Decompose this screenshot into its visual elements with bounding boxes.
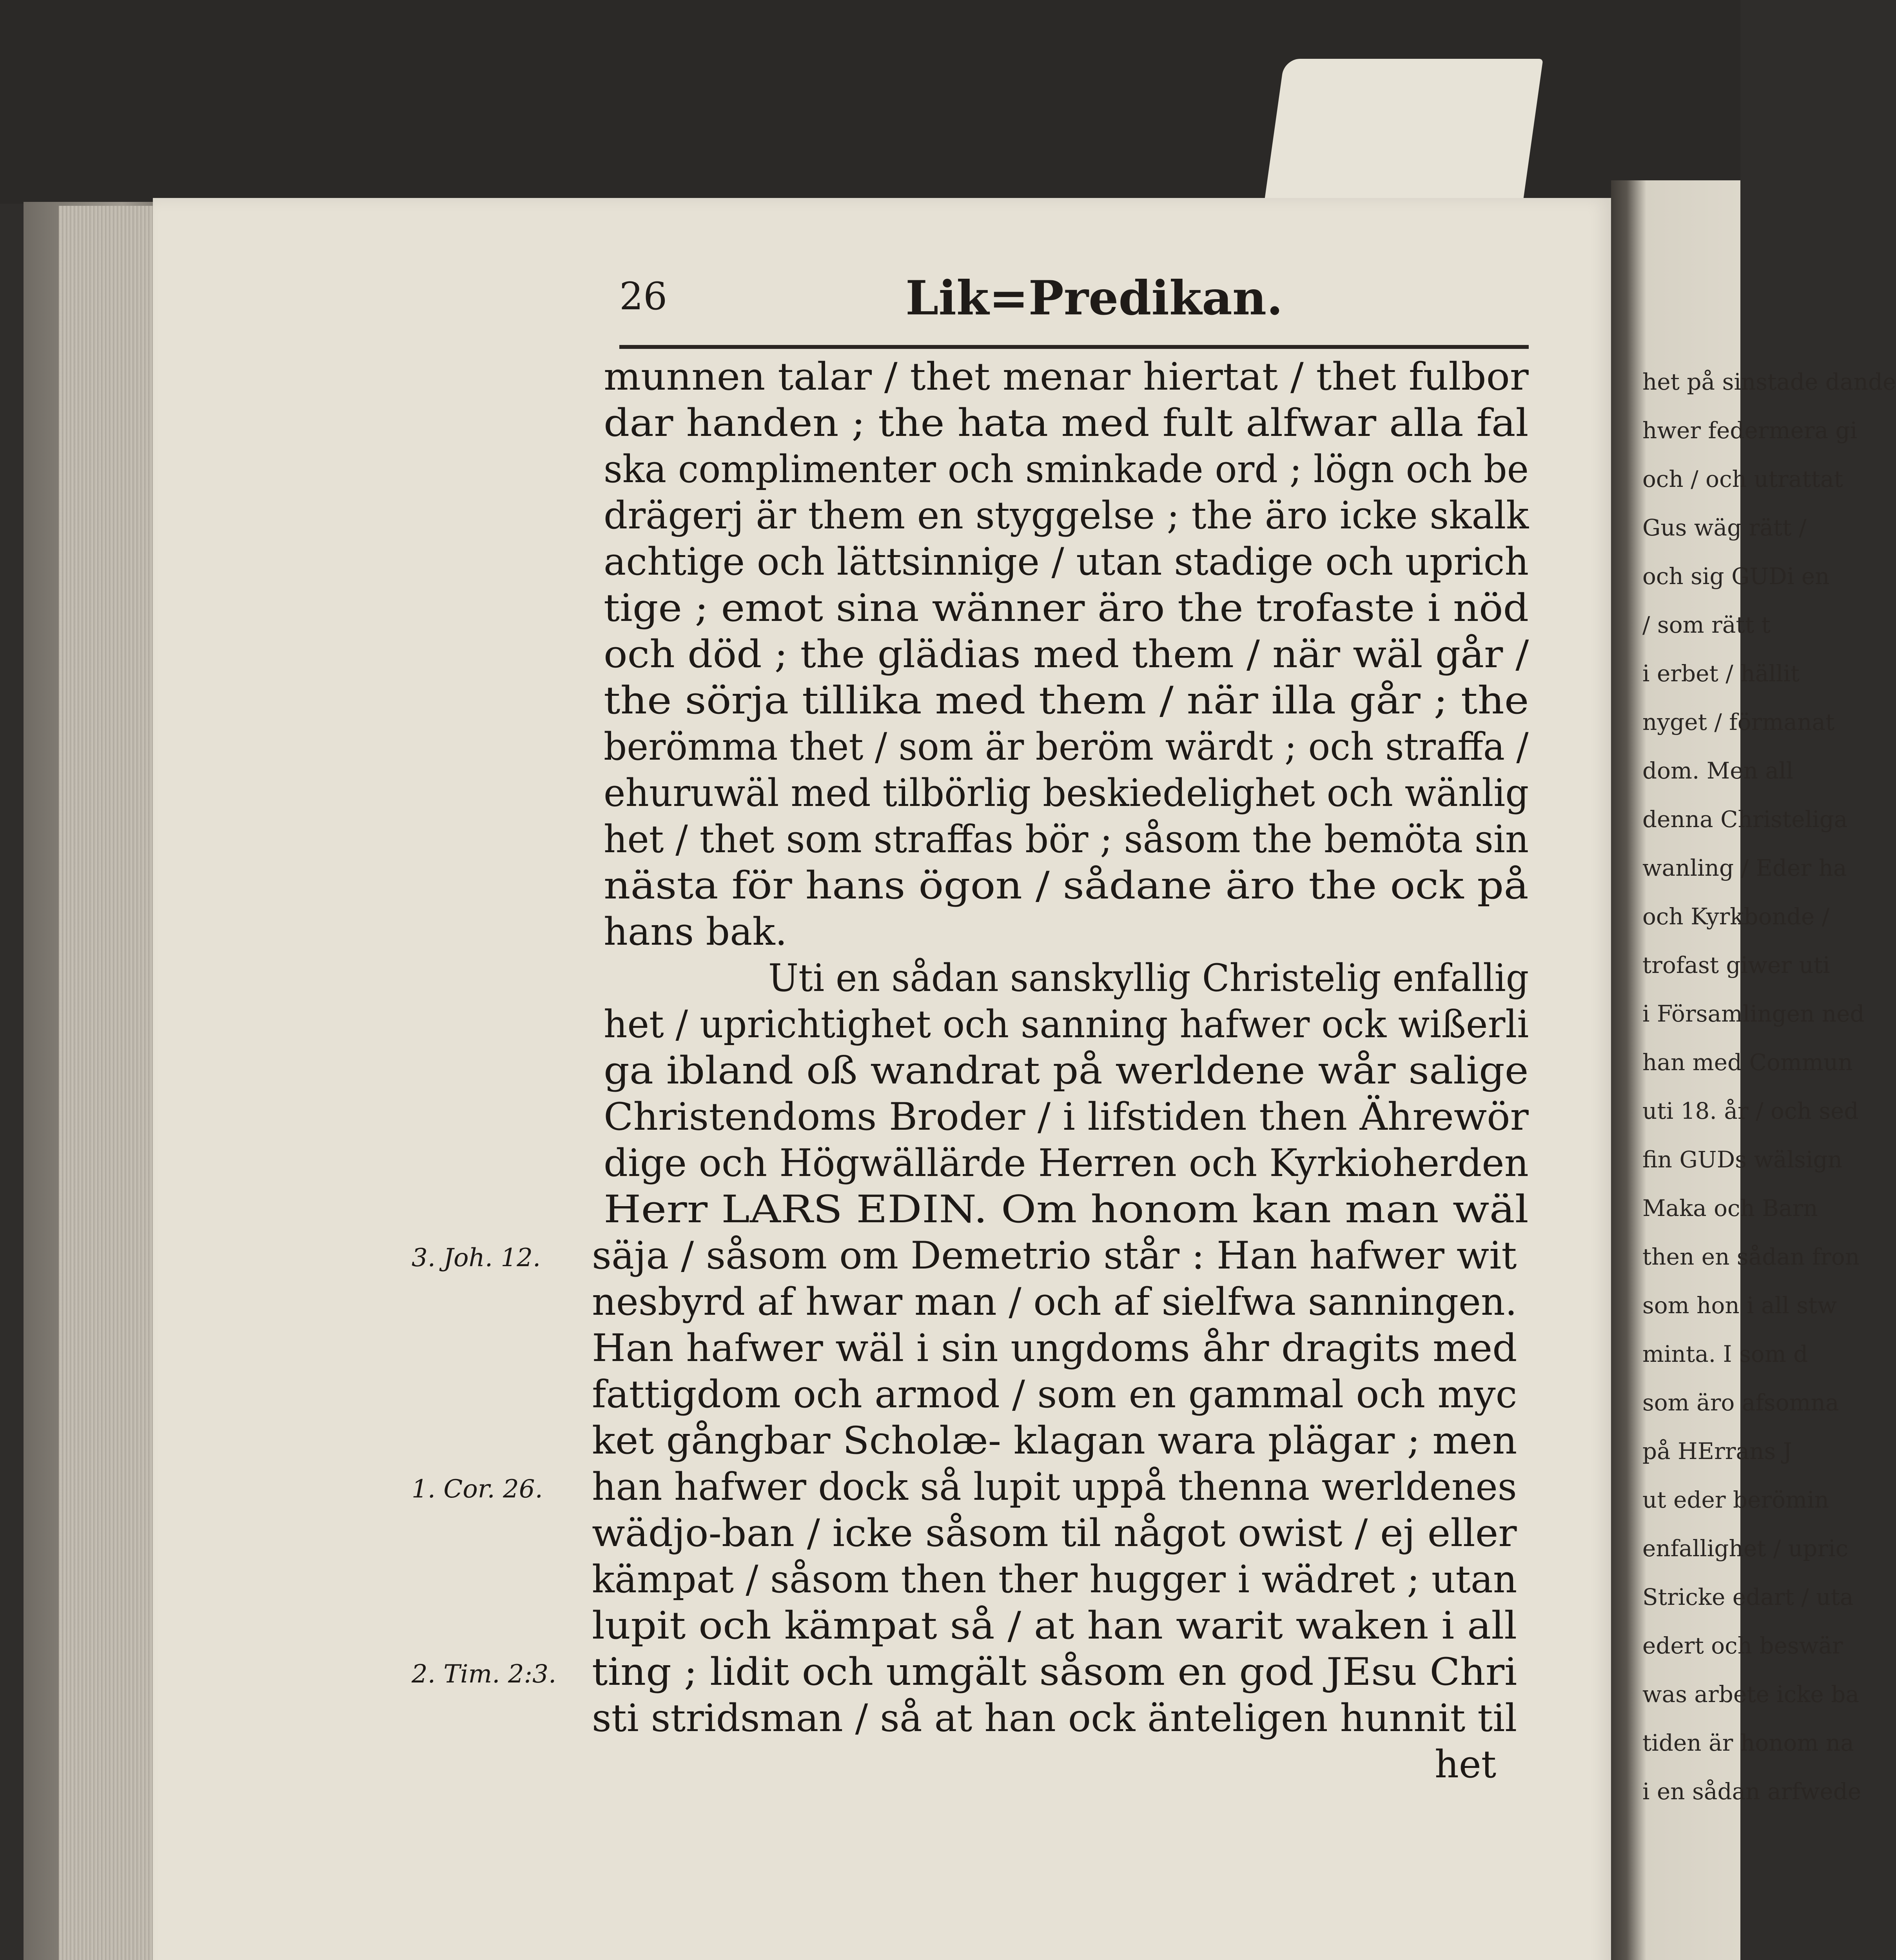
facing-page-line: was arbete icke ba — [1642, 1681, 1859, 1708]
text-line: lupit och kämpat så / at han warit waken i all — [592, 1604, 1517, 1648]
text-line: berömma thet / som är beröm wärdt ; och straffa / — [604, 725, 1529, 769]
facing-page-line: fin GUDs wälsign — [1642, 1146, 1842, 1173]
facing-page-line: then en sådan fron — [1642, 1243, 1860, 1270]
facing-page — [1611, 180, 1896, 1960]
text-line: munnen talar / thet menar hiertat / thet fulbor — [604, 355, 1529, 399]
header-rule — [619, 345, 1529, 349]
facing-page-line: trofast giwer uti — [1642, 952, 1830, 978]
text-line: sti stridsman / så at han ock änteligen hunnit til — [592, 1696, 1517, 1740]
text-line: wädjo-ban / icke såsom til något owist / ej eller — [592, 1511, 1517, 1555]
text-line: het / uprichtighet och sanning hafwer ock wißerli — [604, 1002, 1529, 1046]
text-line: het / thet som straffas bör ; såsom the bemöta sin — [604, 817, 1529, 861]
facing-page-line: wanling / Eder ha — [1642, 855, 1847, 881]
text-line: nästa för hans ögon / sådane äro the ock på — [604, 864, 1529, 907]
facing-page-line: i Församlingen ned — [1642, 1000, 1865, 1027]
facing-page-line: och / och utrattat — [1642, 466, 1843, 492]
page-header — [619, 270, 1537, 329]
facing-page-line: Stricke edart / uta — [1642, 1584, 1854, 1610]
page-stack — [59, 206, 165, 1960]
facing-page-line: hwer federmera gi — [1642, 417, 1858, 444]
facing-page-line: dom. Men all — [1642, 757, 1794, 784]
text-line: Christendoms Broder / i lifstiden then Ährewör — [604, 1095, 1529, 1139]
facing-page-line: som äro afsomna — [1642, 1389, 1839, 1416]
facing-page-line: enfallighet / upric — [1642, 1535, 1849, 1562]
text-line: the sörja tillika med them / när illa går ; the — [604, 679, 1529, 722]
text-line: het — [1435, 1742, 1497, 1786]
text-line: hans bak. — [604, 910, 787, 954]
facing-page-line: ut eder berömin — [1642, 1486, 1829, 1513]
text-line: ehuruwäl med tilbörlig beskiedelighet och wänlig — [604, 771, 1529, 815]
text-line: fattigdom och armod / som en gammal och myc — [592, 1372, 1517, 1416]
facing-page-line: tiden är honom na — [1642, 1730, 1854, 1756]
facing-page-line: / som rätt t — [1642, 612, 1771, 638]
text-line: dige och Högwällärde Herren och Kyrkioherden — [604, 1141, 1529, 1185]
text-line: achtige och lättsinnige / utan stadige och uprich — [604, 540, 1529, 584]
text-line: kämpat / såsom then ther hugger i wädret ; utan — [592, 1557, 1517, 1601]
text-line: nesbyrd af hwar man / och af sielfwa sanningen. — [592, 1280, 1517, 1324]
facing-page-line: nyget / förmanat — [1642, 709, 1835, 735]
facing-page-line: som hon i all stw — [1642, 1292, 1837, 1319]
text-line: dar handen ; the hata med fult alfwar alla fal — [604, 401, 1529, 445]
text-line: Herr LARS EDIN. Om honom kan man wäl — [604, 1187, 1529, 1231]
text-line: han hafwer dock så lupit uppå thenna werldenes — [592, 1465, 1517, 1509]
margin-note: 1. Cor. 26. — [412, 1475, 543, 1504]
text-line: drägerj är them en styggelse ; the äro icke skalk — [604, 494, 1529, 537]
facing-page-line: han med Commun — [1642, 1049, 1853, 1076]
facing-page-line: och Kyrkbonde / — [1642, 903, 1830, 930]
text-line: och död ; the glädias med them / när wäl går / — [604, 632, 1529, 676]
margin-note: 3. Joh. 12. — [412, 1243, 541, 1272]
facing-page-line: och sig GUDi en — [1642, 563, 1830, 590]
text-line: tige ; emot sina wänner äro the trofaste i nöd — [604, 586, 1529, 630]
bookmark-tab — [1263, 59, 1543, 208]
facing-page-line: Maka och Barn — [1642, 1195, 1818, 1221]
running-title: Lik=Predikan. — [905, 270, 1283, 326]
text-line: ska complimenter och sminkade ord ; lögn och be — [604, 447, 1529, 491]
facing-page-line: het på sinstade dande — [1642, 368, 1896, 395]
facing-page-line: i erbet / hällit — [1642, 660, 1800, 687]
text-line: säja / såsom om Demetrio står : Han hafwer wit — [592, 1234, 1517, 1278]
facing-page-line: uti 18. år / och sed — [1642, 1098, 1859, 1124]
facing-page-line: Gus wäg rätt / — [1642, 514, 1807, 541]
facing-page-line: edert och beswär — [1642, 1632, 1843, 1659]
page-number: 26 — [619, 274, 668, 318]
facing-page-line: minta. I som d — [1642, 1341, 1808, 1367]
margin-note: 2. Tim. 2:3. — [412, 1660, 557, 1689]
text-line: ting ; lidit och umgält såsom en god JEsu Chri — [592, 1650, 1517, 1694]
facing-page-line: på HErrans J — [1642, 1438, 1792, 1465]
facing-page-line: i en sådan arfwede — [1642, 1778, 1862, 1805]
facing-page-line: denna Christeliga — [1642, 806, 1848, 833]
text-line: ket gångbar Scholæ- klagan wara plägar ; men — [592, 1419, 1517, 1463]
text-line: Uti en sådan sanskyllig Christelig enfallig — [768, 956, 1529, 1000]
text-line: Han hafwer wäl i sin ungdoms åhr dragits med — [592, 1326, 1517, 1370]
text-line: ga ibland oß wandrat på werldene wår salige — [604, 1049, 1529, 1093]
